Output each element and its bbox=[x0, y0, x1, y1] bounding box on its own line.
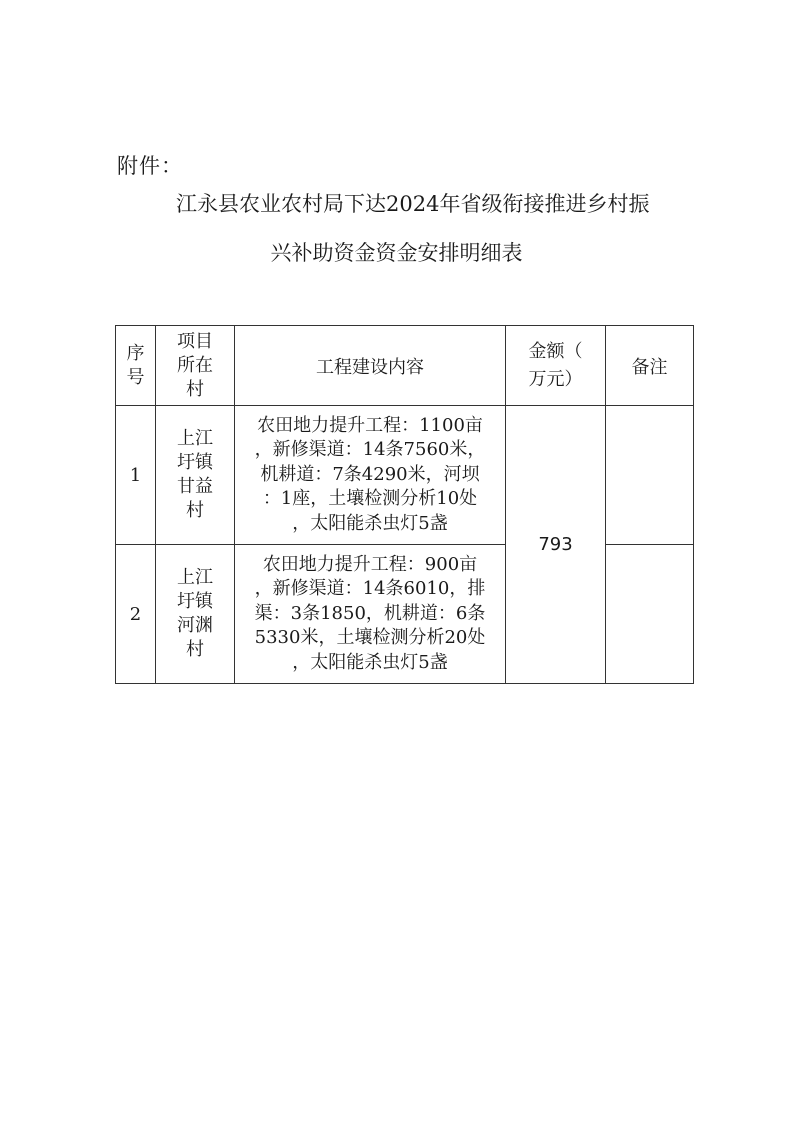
location-line: 村 bbox=[186, 500, 204, 521]
header-seq-line: 序 bbox=[126, 342, 145, 364]
cell-location bbox=[156, 545, 235, 684]
content-line: ，太阳能杀虫灯5盏 bbox=[292, 512, 448, 534]
header-remark: 备注 bbox=[606, 326, 694, 406]
header-amount bbox=[506, 326, 606, 406]
location-line: 圩镇 bbox=[177, 591, 213, 612]
cell-seq: 1 bbox=[116, 406, 156, 545]
cell-remark bbox=[606, 406, 694, 545]
content-line: 机耕道：7条4290米，河坝 bbox=[260, 463, 480, 485]
location-line: 上江 bbox=[177, 428, 213, 449]
location-line: 上江 bbox=[177, 567, 213, 588]
content-line: ，新修渠道：14条6010，排 bbox=[254, 578, 486, 600]
document-title-line-2: 兴补助资金资金安排明细表 bbox=[270, 241, 523, 265]
header-location-line: 所在 bbox=[177, 354, 213, 376]
cell-location bbox=[156, 406, 235, 545]
content-line: 农田地力提升工程：1100亩 bbox=[257, 414, 483, 436]
content-line: ，太阳能杀虫灯5盏 bbox=[292, 651, 448, 673]
location-line: 甘益 bbox=[177, 476, 213, 497]
cell-amount-total: 793 bbox=[506, 406, 606, 684]
header-seq bbox=[116, 326, 156, 406]
content-line: 5330米，土壤检测分析20处 bbox=[254, 627, 486, 649]
content-line: 农田地力提升工程：900亩 bbox=[262, 553, 478, 575]
attachment-label: 附件： bbox=[117, 154, 183, 178]
table-header-row bbox=[116, 326, 694, 406]
document-title-line-1: 江永县农业农村局下达2024年省级衔接推进乡村振 bbox=[176, 192, 650, 216]
cell-content bbox=[235, 545, 506, 684]
location-line: 河渊 bbox=[177, 615, 213, 636]
header-location bbox=[156, 326, 235, 406]
cell-seq: 2 bbox=[116, 545, 156, 684]
cell-remark bbox=[606, 545, 694, 684]
table-row bbox=[116, 406, 694, 545]
cell-content bbox=[235, 406, 506, 545]
header-amount-line: 金额（ bbox=[528, 340, 583, 362]
location-line: 圩镇 bbox=[177, 452, 213, 473]
content-line: 渠：3条1850，机耕道：6条 bbox=[254, 602, 486, 624]
header-location-line: 村 bbox=[186, 378, 204, 400]
header-location-line: 项目 bbox=[177, 330, 213, 352]
content-line: ：1座，土壤检测分析10处 bbox=[262, 488, 478, 510]
header-amount-line: 万元） bbox=[528, 368, 583, 390]
header-seq-line: 号 bbox=[126, 366, 145, 388]
content-line: ，新修渠道：14条7560米， bbox=[254, 439, 486, 461]
header-content: 工程建设内容 bbox=[235, 326, 506, 406]
table-row bbox=[116, 545, 694, 684]
location-line: 村 bbox=[186, 639, 204, 660]
allocation-detail-table bbox=[115, 325, 694, 684]
